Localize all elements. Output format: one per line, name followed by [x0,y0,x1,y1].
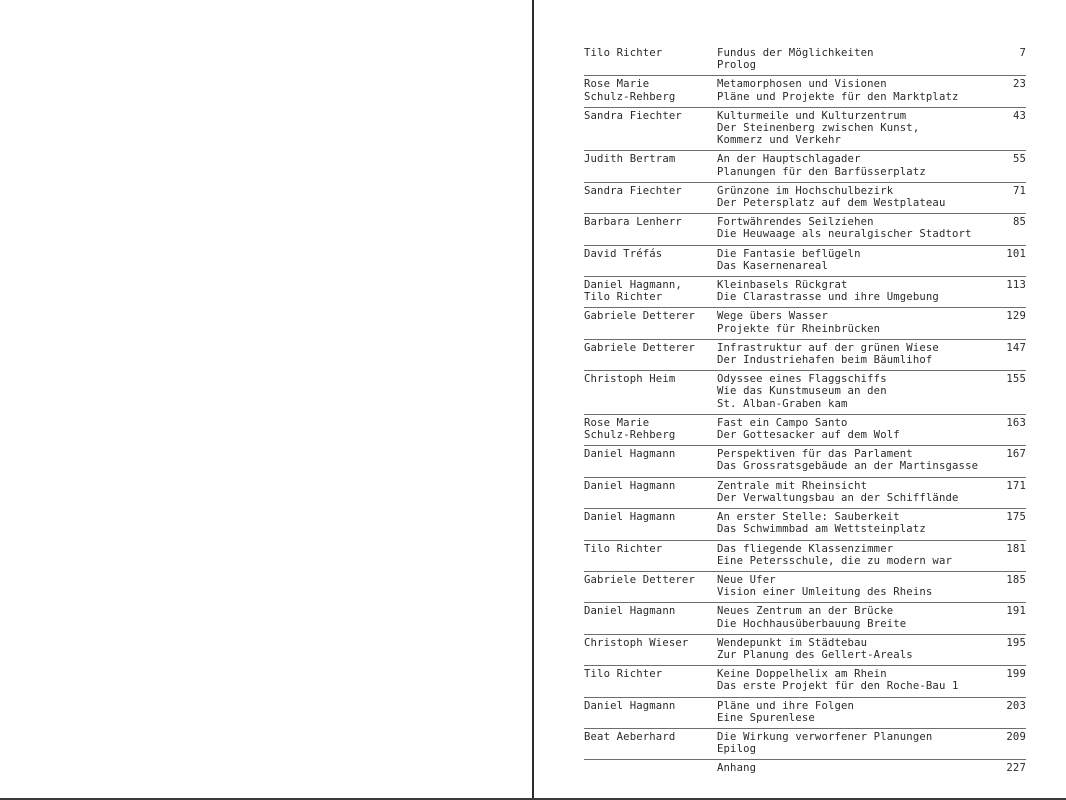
toc-author: Gabriele Detterer [584,310,695,323]
toc-entry[interactable] [584,447,1026,477]
toc-title: Odyssee eines Flaggschiffs [717,373,887,386]
toc-page-number: 101 [1006,247,1026,260]
toc-subtitle: Pläne und Projekte für den Marktplatz [717,90,959,103]
toc-subtitle: Projekte für Rheinbrücken [717,322,881,335]
toc-page-number: 167 [1006,448,1026,461]
toc-subtitle: Das Grossratsgebäude an der Martinsgasse [717,460,979,473]
toc-subtitle: Zur Planung des Gellert-Areals [717,648,913,661]
toc-author: David Tréfás [584,247,663,260]
toc-page-number: 113 [1006,279,1026,292]
toc-subtitle: Der Steinenberg zwischen Kunst, Kommerz und Verkehr [717,122,920,147]
toc-author: Rose Marie Schulz-Rehberg [584,416,676,442]
toc-subtitle: Das Kasernenareal [717,259,828,272]
toc-page-number: 55 [1012,153,1026,166]
toc-titles [717,342,986,366]
toc-subtitle: Die Heuwaage als neuralgischer Stadtort [717,228,972,241]
toc-subtitle: Der Gottesacker auf dem Wolf [717,429,900,442]
toc-title: Perspektiven für das Parlament [717,448,913,461]
toc-titles [717,511,986,535]
toc-entry[interactable] [584,247,1026,277]
toc-entry[interactable] [584,309,1026,339]
toc-titles [717,574,986,598]
toc-subtitle: Die Clarastrasse und ihre Umgebung [717,291,939,304]
toc-title: Die Fantasie beflügeln [717,247,861,260]
toc-entry[interactable] [584,573,1026,603]
toc-title: An erster Stelle: Sauberkeit [717,511,900,524]
toc-entry[interactable] [584,278,1026,308]
toc-page-number: 85 [1012,216,1026,229]
toc-titles [717,480,986,504]
toc-titles [717,248,986,272]
toc-author: Tilo Richter [584,47,663,59]
toc-author: Rose Marie Schulz-Rehberg [584,78,676,103]
toc-title: Anhang [717,762,757,775]
toc-author: Tilo Richter [584,542,663,555]
toc-subtitle: Das Schwimmbad am Wettsteinplatz [717,523,926,536]
toc-author: Daniel Hagmann [584,605,676,618]
toc-page-number: 209 [1006,730,1026,743]
toc-author: Christoph Wieser [584,636,689,649]
toc-author: Daniel Hagmann [584,511,676,524]
toc-subtitle: Der Industriehafen beim Bäumlihof [717,354,933,367]
toc-title: Fortwährendes Seilziehen [717,216,874,229]
toc-author: Beat Aeberhard [584,730,676,743]
toc-titles [717,637,986,661]
toc-titles [717,185,986,209]
toc-page-number: 129 [1006,310,1026,323]
toc-subtitle: Die Hochhausüberbauung Breite [717,617,907,630]
toc-author: Gabriele Detterer [584,573,695,586]
toc-subtitle: Prolog [717,59,757,72]
toc-title: Metamorphosen und Visionen [717,78,887,91]
toc-title: Kulturmeile und Kulturzentrum [717,109,907,122]
toc-page-number: 227 [1006,762,1026,775]
toc-titles [717,448,986,472]
toc-author: Judith Bertram [584,153,676,166]
toc-entry[interactable] [584,46,1026,76]
toc-author: Gabriele Detterer [584,341,695,354]
toc-author: Sandra Fiechter [584,184,682,197]
toc-titles [717,78,986,102]
toc-title: Infrastruktur auf der grünen Wiese [717,341,939,354]
toc-titles [717,373,986,410]
table-of-contents [584,46,1026,780]
toc-entry[interactable] [584,215,1026,245]
toc-page-number: 175 [1006,511,1026,524]
toc-entry[interactable] [584,372,1026,415]
toc-entry[interactable] [584,341,1026,371]
toc-titles [717,216,986,240]
toc-author [584,762,717,774]
toc-entry[interactable] [584,184,1026,214]
left-page [0,0,532,798]
toc-author: Christoph Heim [584,373,676,386]
toc-title: Fast ein Campo Santo [717,416,848,429]
toc-page-number: 23 [1012,78,1026,91]
toc-author: Daniel Hagmann [584,448,676,461]
toc-page-number: 195 [1006,636,1026,649]
toc-entry[interactable] [584,479,1026,509]
toc-entry[interactable] [584,667,1026,697]
toc-page-number: 191 [1006,605,1026,618]
toc-page-number: 71 [1012,184,1026,197]
toc-entry[interactable] [584,152,1026,182]
toc-title: Neues Zentrum an der Brücke [717,605,894,618]
toc-entry[interactable] [584,510,1026,540]
toc-author: Daniel Hagmann [584,699,676,712]
toc-entry[interactable] [584,636,1026,666]
toc-entry[interactable] [584,416,1026,446]
toc-titles [717,731,986,755]
toc-title: Wendepunkt im Städtebau [717,636,868,649]
toc-subtitle: Epilog [717,743,757,756]
toc-title: Das fliegende Klassenzimmer [717,542,894,555]
toc-page-number: 147 [1006,341,1026,354]
toc-page-number: 203 [1006,699,1026,712]
toc-subtitle: Der Petersplatz auf dem Westplateau [717,197,946,210]
toc-page-number: 155 [1006,373,1026,386]
toc-author: Daniel Hagmann [584,479,676,492]
toc-title: Kleinbasels Rückgrat [717,279,848,292]
toc-page-number: 185 [1006,573,1026,586]
toc-titles [717,668,986,692]
toc-entry[interactable] [584,109,1026,152]
toc-page-number: 7 [1019,47,1026,59]
toc-titles [717,153,986,177]
toc-page-number: 171 [1006,479,1026,492]
toc-title: Keine Doppelhelix am Rhein [717,668,887,681]
toc-title: Die Wirkung verworfener Planungen [717,730,933,743]
toc-title: Pläne und ihre Folgen [717,699,855,712]
toc-title: Neue Ufer [717,573,776,586]
toc-page-number: 199 [1006,668,1026,681]
toc-entry[interactable] [584,730,1026,760]
toc-entry[interactable] [584,761,1026,778]
toc-author: Tilo Richter [584,668,663,681]
toc-titles [717,279,986,303]
toc-subtitle: Das erste Projekt für den Roche-Bau 1 [717,680,959,693]
toc-titles [717,417,986,441]
toc-subtitle: Planungen für den Barfüsserplatz [717,165,926,178]
toc-page-number: 43 [1012,109,1026,122]
toc-titles [717,110,986,147]
toc-subtitle: Eine Petersschule, die zu modern war [717,554,953,567]
toc-title: Zentrale mit Rheinsicht [717,479,868,492]
toc-title: Fundus der Möglichkeiten [717,47,874,59]
toc-subtitle: Vision einer Umleitung des Rheins [717,586,933,599]
toc-subtitle: Der Verwaltungsbau an der Schifflände [717,491,959,504]
toc-title: An der Hauptschlagader [717,153,861,166]
toc-subtitle: Wie das Kunstmuseum an den St. Alban-Graben kam [717,385,887,410]
toc-subtitle: Eine Spurenlese [717,711,815,724]
toc-titles [717,605,986,629]
toc-entry[interactable] [584,699,1026,729]
toc-titles [717,310,986,334]
toc-author: Barbara Lenherr [584,216,682,229]
toc-titles [717,47,986,71]
toc-title: Grünzone im Hochschulbezirk [717,184,894,197]
toc-titles [717,543,986,567]
toc-author: Daniel Hagmann, Tilo Richter [584,279,682,304]
toc-titles [717,700,986,724]
toc-author: Sandra Fiechter [584,109,682,122]
toc-title: Wege übers Wasser [717,310,828,323]
toc-entry[interactable] [584,604,1026,634]
toc-entry[interactable] [584,77,1026,107]
toc-entry[interactable] [584,542,1026,572]
toc-page-number: 163 [1006,416,1026,429]
toc-page-number: 181 [1006,542,1026,555]
toc-titles [717,762,986,774]
